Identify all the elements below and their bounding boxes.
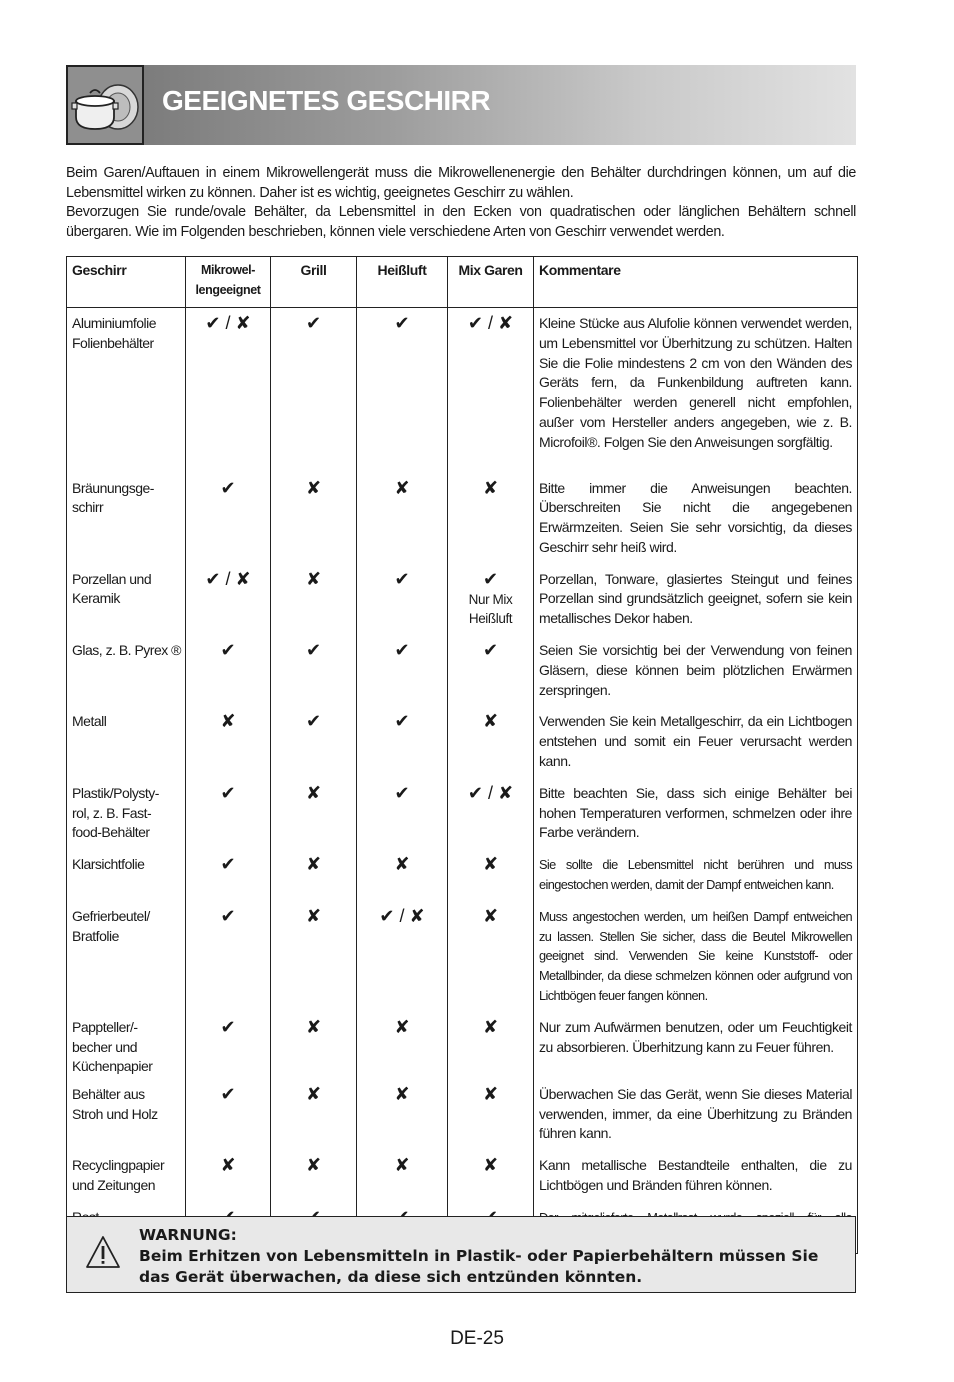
dish-name-line: Porzellan und bbox=[72, 570, 152, 587]
suitability-mark: ✔ bbox=[220, 854, 236, 875]
suitability-mix bbox=[448, 706, 534, 777]
dish-name-line: und Zeitungen bbox=[72, 1177, 156, 1194]
header-mikrowelle-line1: Mikrowel- bbox=[200, 263, 256, 277]
suitability-mix bbox=[448, 635, 534, 706]
suitability-mark: ✘ bbox=[305, 854, 322, 875]
suitability-mark: ✘ bbox=[394, 477, 410, 498]
comment: Bitte beachten Sie, dass sich einige Behälter bei hohen Temperaturen verformen, schmelzen oder ihre Farbe verändern. bbox=[534, 778, 858, 849]
suitability-mark: ✘ bbox=[482, 711, 499, 732]
suitability-mix bbox=[448, 308, 534, 473]
suitability-grill bbox=[271, 1079, 357, 1150]
suitability-mark: ✔ bbox=[305, 313, 322, 333]
dish-name-line: schirr bbox=[72, 499, 104, 516]
warning-box bbox=[66, 1216, 856, 1293]
table-row bbox=[67, 1150, 858, 1202]
table-row bbox=[67, 901, 858, 1012]
suitability-mark: ✔ bbox=[482, 568, 499, 589]
dish-name-line: Folienbehälter bbox=[72, 334, 154, 351]
table-row bbox=[67, 308, 858, 473]
dish-name-line: Aluminiumfolie bbox=[72, 315, 157, 331]
table-row bbox=[67, 473, 858, 564]
mix-note-line: Nur Mix bbox=[468, 591, 513, 607]
suitability-heissluft bbox=[357, 849, 448, 901]
suitability-mark: ✔ / ✘ bbox=[379, 905, 425, 926]
warning-title: WARNUNG: bbox=[139, 1226, 237, 1244]
suitability-grill bbox=[271, 778, 357, 849]
suitability-grill bbox=[271, 564, 357, 635]
suitability-mark: ✔ bbox=[220, 1016, 236, 1037]
dish-name-line: rol, z. B. Fast- bbox=[72, 804, 152, 821]
dish-name bbox=[67, 778, 186, 849]
suitability-mark: ✘ bbox=[305, 1016, 322, 1037]
header-geschirr: Geschirr bbox=[67, 257, 186, 308]
dish-name-line: becher und bbox=[72, 1038, 138, 1055]
dish-name-line: Klarsichtfolie bbox=[72, 856, 145, 873]
suitability-micro bbox=[186, 849, 271, 901]
table-row bbox=[67, 1012, 858, 1079]
dish-name bbox=[67, 1012, 186, 1079]
suitability-mark: ✘ bbox=[482, 1155, 499, 1176]
suitability-mark: ✔ bbox=[220, 477, 236, 498]
suitability-mark: ✔ bbox=[220, 640, 236, 661]
suitability-micro bbox=[186, 1012, 271, 1079]
suitability-mix bbox=[448, 473, 534, 564]
suitability-mark: ✘ bbox=[394, 1016, 410, 1037]
suitability-mark: ✘ bbox=[482, 1016, 499, 1037]
dish-name-line: Recyclingpapier bbox=[72, 1157, 165, 1174]
table-header-row bbox=[67, 257, 858, 308]
suitability-heissluft bbox=[357, 1079, 448, 1150]
suitability-mix bbox=[448, 1012, 534, 1079]
suitability-mark: ✔ / ✘ bbox=[205, 313, 251, 333]
comment: Muss angestochen werden, um heißen Dampf entweichen zu lassen. Stellen Sie sicher, dass die Beutel Mikrowellen geeignet sind. Verwenden Sie keine Kunststoff- oder Metallbinder, da diese schmelzen können oder aufgrund von Lichtbögen feuer fangen können. bbox=[534, 901, 858, 1012]
table-row bbox=[67, 706, 858, 777]
dish-name bbox=[67, 1150, 186, 1202]
suitability-micro bbox=[186, 308, 271, 473]
header-mikrowelle-line2: lengeeignet bbox=[195, 283, 261, 297]
page-title: GEEIGNETES GESCHIRR bbox=[162, 85, 491, 116]
dish-name bbox=[67, 308, 186, 473]
suitability-mark: ✔ bbox=[394, 313, 410, 333]
dish-name bbox=[67, 1079, 186, 1150]
suitability-heissluft bbox=[357, 308, 448, 473]
comment: Überwachen Sie das Gerät, wenn Sie dieses Material verwenden, immer, da eine Überhitzung zu Bränden führen kann. bbox=[534, 1079, 858, 1150]
comment: Sie sollte die Lebensmittel nicht berühren und muss eingestochen werden, damit der Dampf entweichen kann. bbox=[534, 849, 858, 901]
dish-name bbox=[67, 706, 186, 777]
suitability-mark: ✘ bbox=[482, 854, 499, 875]
suitability-mark: ✔ bbox=[394, 640, 410, 661]
suitability-mix bbox=[448, 778, 534, 849]
suitability-mark: ✘ bbox=[482, 905, 499, 926]
dish-name-line: Gefrierbeutel/ bbox=[72, 907, 150, 924]
suitability-micro bbox=[186, 1150, 271, 1202]
suitability-mark: ✔ / ✘ bbox=[467, 782, 514, 803]
suitability-heissluft bbox=[357, 706, 448, 777]
suitability-mark: ✔ bbox=[220, 782, 236, 803]
suitability-mark: ✔ / ✘ bbox=[467, 313, 514, 333]
suitability-micro bbox=[186, 901, 271, 1012]
suitability-grill bbox=[271, 635, 357, 706]
intro-paragraph-1: Beim Garen/Auftauen in einem Mikrowellengerät muss die Mikrowellenenergie den Behälter durchdringen können, um auf die Lebensmittel wirken zu können. Daher ist es wichtig, geeignetes Geschirr zu wählen. bbox=[66, 165, 856, 201]
suitability-grill bbox=[271, 901, 357, 1012]
suitability-mark: ✘ bbox=[394, 854, 410, 875]
table-row bbox=[67, 564, 858, 635]
suitability-mark: ✔ bbox=[482, 640, 499, 661]
suitability-mark: ✘ bbox=[305, 477, 322, 498]
intro-paragraph-2: Bevorzugen Sie runde/ovale Behälter, da Lebensmittel in den Ecken von quadratischen oder länglichen Behältern schnell übergaren. Wie im Folgenden beschrieben, können viele verschiedene Arten von Geschirr verwendet werden. bbox=[66, 204, 856, 240]
suitability-mark: ✔ bbox=[305, 711, 322, 732]
suitability-grill bbox=[271, 706, 357, 777]
intro-text bbox=[66, 164, 856, 242]
cookware-table bbox=[66, 256, 858, 1254]
comment: Kann metallische Bestandteile enthalten, die zu Lichtbögen und Bränden führen können. bbox=[534, 1150, 858, 1202]
suitability-heissluft bbox=[357, 778, 448, 849]
dish-name-line: Metall bbox=[72, 713, 107, 730]
dish-name-line: Bräunungsge- bbox=[72, 479, 154, 496]
header-grill: Grill bbox=[271, 257, 357, 308]
suitability-mark: ✔ bbox=[394, 568, 410, 589]
comment: Seien Sie vorsichtig bei der Verwendung von feinen Gläsern, diese können beim plötzlichen Erwärmen zerspringen. bbox=[534, 635, 858, 706]
suitability-mark: ✘ bbox=[305, 1155, 322, 1176]
mix-note-line: Heißluft bbox=[468, 610, 513, 626]
suitability-micro bbox=[186, 778, 271, 849]
header-heissluft: Heißluft bbox=[357, 257, 448, 308]
suitability-grill bbox=[271, 1150, 357, 1202]
suitability-mix bbox=[448, 901, 534, 1012]
suitability-mix bbox=[448, 1079, 534, 1150]
suitability-mark: ✔ bbox=[394, 711, 410, 732]
suitability-mark: ✔ bbox=[394, 782, 410, 803]
suitability-mark: ✘ bbox=[482, 477, 499, 498]
dish-name bbox=[67, 901, 186, 1012]
dish-name-line: Küchenpapier bbox=[72, 1058, 153, 1075]
suitability-micro bbox=[186, 706, 271, 777]
suitability-mix bbox=[448, 564, 534, 635]
suitability-grill bbox=[271, 849, 357, 901]
suitability-heissluft bbox=[357, 1012, 448, 1079]
dish-name bbox=[67, 564, 186, 635]
suitability-mark: ✔ bbox=[220, 905, 236, 926]
comment: Bitte immer die Anweisungen beachten. Überschreiten Sie nicht die angegebenen Erwärmzeiten. Seien Sie sehr vorsichtig, da dieses Geschirr sehr heiß wird. bbox=[534, 473, 858, 564]
suitability-mark: ✔ / ✘ bbox=[205, 568, 251, 589]
suitability-micro bbox=[186, 564, 271, 635]
dish-name-line: Bratfolie bbox=[72, 927, 119, 944]
suitability-micro bbox=[186, 1079, 271, 1150]
suitability-mark: ✔ bbox=[220, 1083, 236, 1104]
dish-name-line: Behälter aus bbox=[72, 1085, 145, 1102]
dish-name-line: Stroh und Holz bbox=[72, 1105, 158, 1122]
header-kommentare: Kommentare bbox=[534, 257, 858, 308]
dish-name-line: Glas, z. B. Pyrex ® bbox=[72, 642, 181, 659]
suitability-mark: ✘ bbox=[305, 782, 322, 803]
suitability-mark: ✘ bbox=[482, 1083, 499, 1104]
suitability-grill bbox=[271, 308, 357, 473]
suitability-mark: ✘ bbox=[305, 905, 322, 926]
suitability-mark: ✘ bbox=[394, 1155, 410, 1176]
suitability-mark: ✘ bbox=[394, 1083, 410, 1104]
dish-name bbox=[67, 635, 186, 706]
header-mix-garen: Mix Garen bbox=[448, 257, 534, 308]
suitability-heissluft bbox=[357, 1150, 448, 1202]
table-row bbox=[67, 778, 858, 849]
suitability-micro bbox=[186, 635, 271, 706]
table-row bbox=[67, 1079, 858, 1150]
warning-text: Beim Erhitzen von Lebensmitteln in Plastik- oder Papierbehältern müssen Sie das Gerät überwachen, da diese sich entzünden könnten. bbox=[139, 1247, 819, 1286]
suitability-mark: ✘ bbox=[220, 1155, 236, 1176]
suitability-heissluft bbox=[357, 564, 448, 635]
comment: Kleine Stücke aus Alufolie können verwendet werden, um Lebensmittel vor Überhitzung zu schützen. Halten Sie die Folie mindestens 2 cm von den Wänden des Geräts fern, da Funkenbildung auftreten kann. Folienbehälter werden generell nicht empfohlen, außer vom Hersteller anders angegeben, wie z. B. Microfoil®. Folgen Sie den Anweisungen sorgfältig. bbox=[534, 308, 858, 473]
table-row bbox=[67, 635, 858, 706]
header-mikrowelle bbox=[186, 257, 271, 308]
comment: Porzellan, Tonware, glasiertes Steingut und feines Porzellan sind grundsätzlich geeignet, sofern sie kein metallisches Dekor haben. bbox=[534, 564, 858, 635]
suitability-heissluft bbox=[357, 901, 448, 1012]
dish-name-line: Keramik bbox=[72, 590, 120, 607]
banner-bar bbox=[144, 65, 856, 145]
suitability-mark: ✔ bbox=[305, 640, 322, 661]
section-banner bbox=[66, 65, 856, 145]
table-row bbox=[67, 849, 858, 901]
suitability-mark: ✘ bbox=[305, 1083, 322, 1104]
suitability-mark: ✘ bbox=[305, 568, 322, 589]
comment: Verwenden Sie kein Metallgeschirr, da ein Lichtbogen entstehen und somit ein Feuer verursacht werden kann. bbox=[534, 706, 858, 777]
dish-name-line: Pappteller/- bbox=[72, 1018, 138, 1035]
comment: Nur zum Aufwärmen benutzen, oder um Feuchtigkeit zu absorbieren. Überhitzung kann zu Feuer führen. bbox=[534, 1012, 858, 1079]
suitability-mark: ✘ bbox=[220, 711, 236, 732]
suitability-heissluft bbox=[357, 473, 448, 564]
suitability-heissluft bbox=[357, 635, 448, 706]
suitability-mix bbox=[448, 1150, 534, 1202]
dish-name-line: Plastik/Polysty- bbox=[72, 784, 159, 801]
cookware-icon bbox=[66, 65, 144, 145]
suitability-grill bbox=[271, 1012, 357, 1079]
warning-triangle-icon bbox=[85, 1235, 121, 1269]
dish-name bbox=[67, 473, 186, 564]
suitability-micro bbox=[186, 473, 271, 564]
dish-name bbox=[67, 849, 186, 901]
suitability-mix bbox=[448, 849, 534, 901]
page-number: DE-25 bbox=[450, 1328, 504, 1349]
dish-name-line: food-Behälter bbox=[72, 824, 150, 841]
suitability-grill bbox=[271, 473, 357, 564]
